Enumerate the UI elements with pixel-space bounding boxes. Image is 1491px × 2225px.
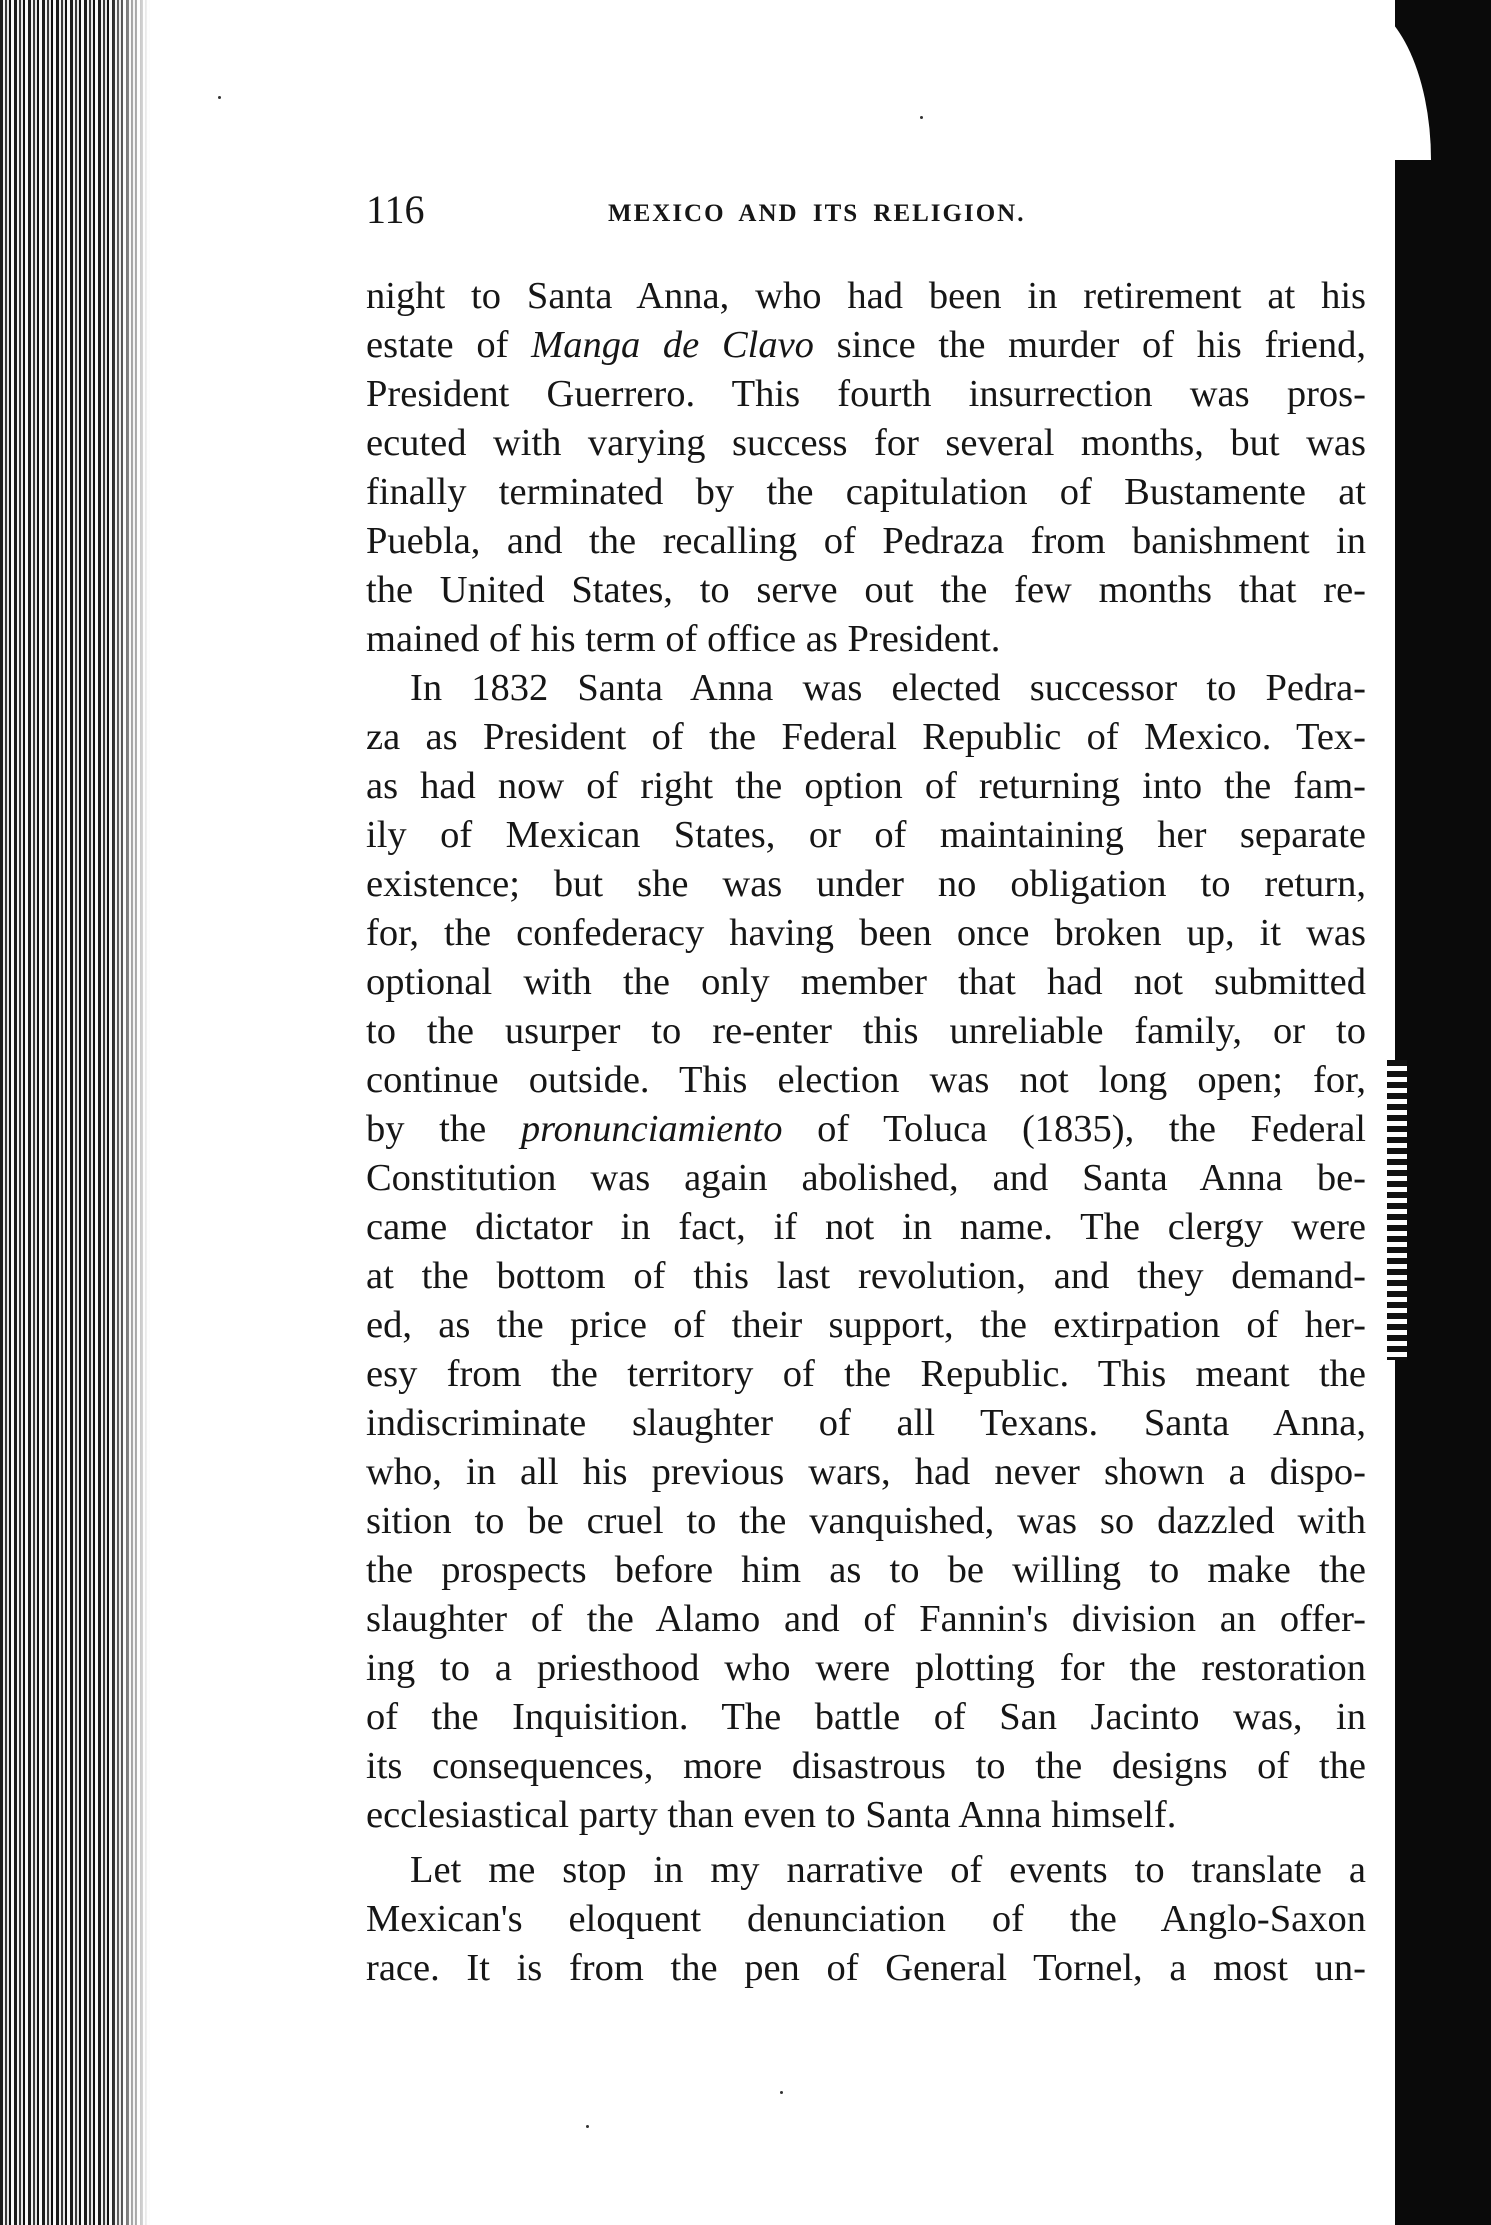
text-segment: ily of Mexican States, or of maintaining her separate	[366, 814, 1366, 856]
text-segment: Mexican's eloquent denunciation of the Anglo-Saxon	[366, 1898, 1366, 1940]
text-segment: In 1832 Santa Anna was elected successor to Pedra-	[410, 667, 1366, 709]
text-line	[366, 1895, 1366, 1944]
scan-speck	[780, 2091, 783, 2094]
text-segment: za as President of the Federal Republic of Mexico. Tex-	[366, 716, 1366, 758]
text-line	[366, 1644, 1366, 1693]
text-line	[366, 1154, 1366, 1203]
scan-speck	[218, 96, 221, 99]
text-segment: Let me stop in my narrative of events to translate a	[410, 1849, 1366, 1891]
text-segment: sition to be cruel to the vanquished, was so dazzled with	[366, 1500, 1366, 1542]
text-line	[366, 713, 1366, 762]
text-segment: estate of	[366, 324, 532, 366]
text-line	[366, 419, 1366, 468]
text-segment: mained of his term of office as President.	[366, 618, 1001, 660]
page-number: 116	[366, 187, 425, 232]
text-line	[366, 909, 1366, 958]
text-segment: came dictator in fact, if not in name. The clergy were	[366, 1206, 1366, 1248]
text-segment: ed, as the price of their support, the extirpation of her-	[366, 1304, 1366, 1346]
text-segment: ecuted with varying success for several months, but was	[366, 422, 1366, 464]
text-line	[366, 1105, 1366, 1154]
text-segment: by the	[366, 1108, 521, 1150]
text-segment: Constitution was again abolished, and Santa Anna be-	[366, 1157, 1366, 1199]
text-segment: ing to a priesthood who were plotting for the restoration	[366, 1647, 1366, 1689]
text-line	[366, 958, 1366, 1007]
page-header	[366, 180, 1366, 240]
text-line	[366, 1252, 1366, 1301]
text-segment: Puebla, and the recalling of Pedraza from banishment in	[366, 520, 1366, 562]
text-line	[366, 811, 1366, 860]
text-segment: for, the confederacy having been once broken up, it was	[366, 912, 1366, 954]
text-line	[366, 1007, 1366, 1056]
text-segment: who, in all his previous wars, had never shown a dispo-	[366, 1451, 1366, 1493]
text-line	[366, 1546, 1366, 1595]
text-segment: its consequences, more disastrous to the designs of the	[366, 1745, 1366, 1787]
scan-speck	[586, 2125, 589, 2128]
text-line	[366, 762, 1366, 811]
text-segment: President Guerrero. This fourth insurrection was pros-	[366, 373, 1366, 415]
text-line	[366, 1350, 1366, 1399]
text-line	[366, 615, 1366, 664]
text-line	[366, 860, 1366, 909]
text-line	[366, 566, 1366, 615]
text-line	[366, 1301, 1366, 1350]
text-line	[366, 517, 1366, 566]
text-line	[366, 1203, 1366, 1252]
text-segment: optional with the only member that had not submitted	[366, 961, 1366, 1003]
running-title: MEXICO AND ITS RELIGION.	[608, 200, 1026, 227]
text-line	[366, 370, 1366, 419]
text-segment: at the bottom of this last revolution, and they demand-	[366, 1255, 1366, 1297]
text-line	[366, 272, 1366, 321]
text-segment: race. It is from the pen of General Tornel, a most un-	[366, 1947, 1366, 1989]
text-segment: of Toluca (1835), the Federal	[782, 1108, 1366, 1150]
text-segment: finally terminated by the capitulation of Bustamente at	[366, 471, 1366, 513]
text-segment: the United States, to serve out the few months that re-	[366, 569, 1366, 611]
text-line	[366, 1399, 1366, 1448]
italic-phrase: pronunciamiento	[520, 1108, 783, 1150]
text-line	[366, 1846, 1366, 1895]
text-line	[366, 1595, 1366, 1644]
italic-phrase: Manga de Clavo	[531, 324, 814, 366]
page-edge-shadow	[1395, 0, 1491, 2225]
scan-speck	[920, 116, 923, 119]
text-line	[366, 664, 1366, 713]
text-line	[366, 468, 1366, 517]
text-line	[366, 1448, 1366, 1497]
text-segment: esy from the territory of the Republic. This meant the	[366, 1353, 1366, 1395]
text-line	[366, 1944, 1366, 1993]
text-line	[366, 1056, 1366, 1105]
text-segment: since the murder of his friend,	[813, 324, 1366, 366]
text-line	[366, 1791, 1366, 1840]
text-segment: continue outside. This election was not long open; for,	[366, 1059, 1366, 1101]
text-segment: ecclesiastical party than even to Santa Anna himself.	[366, 1794, 1177, 1836]
text-line	[366, 1742, 1366, 1791]
text-segment: indiscriminate slaughter of all Texans. Santa Anna,	[366, 1402, 1366, 1444]
text-line	[366, 1497, 1366, 1546]
binding-shadow	[110, 0, 150, 2225]
text-segment: to the usurper to re-enter this unreliable family, or to	[366, 1010, 1366, 1052]
text-segment: slaughter of the Alamo and of Fannin's division an offer-	[366, 1598, 1366, 1640]
text-segment: night to Santa Anna, who had been in retirement at his	[366, 275, 1366, 317]
text-line	[366, 321, 1366, 370]
text-segment: as had now of right the option of returning into the fam-	[366, 765, 1366, 807]
text-segment: the prospects before him as to be willing to make the	[366, 1549, 1366, 1591]
text-segment: existence; but she was under no obligation to return,	[366, 863, 1366, 905]
text-line	[366, 1693, 1366, 1742]
body-text	[366, 272, 1366, 1993]
page-edge-texture	[1387, 1060, 1407, 1360]
text-segment: of the Inquisition. The battle of San Jacinto was, in	[366, 1696, 1366, 1738]
